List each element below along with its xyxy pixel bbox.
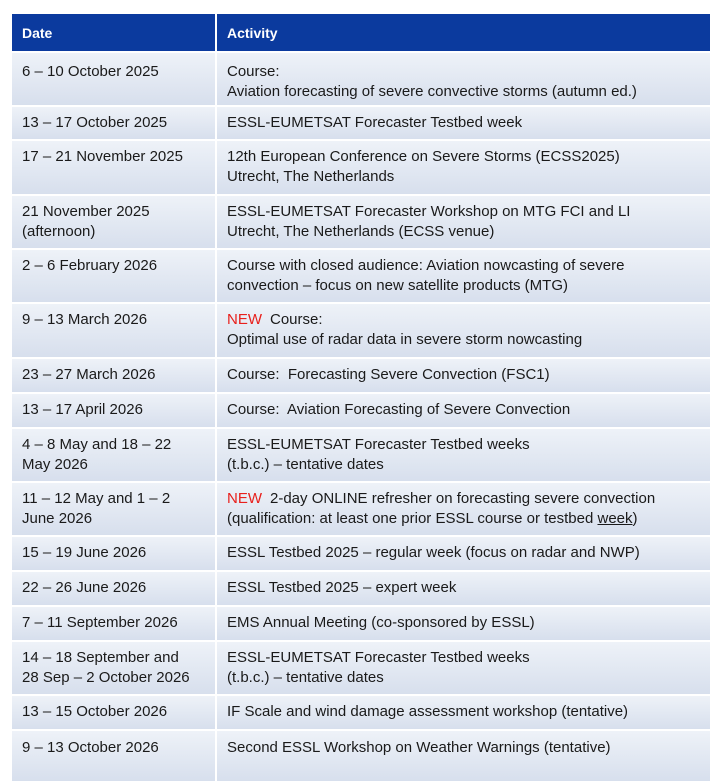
date-line: 9 – 13 October 2026 xyxy=(22,739,159,756)
row-activity xyxy=(215,394,710,427)
row-activity xyxy=(215,53,710,105)
date-line: 4 – 8 May and 18 – 22 xyxy=(22,436,172,453)
row-activity xyxy=(215,304,710,357)
table-row xyxy=(12,394,710,429)
activity-text: Course: xyxy=(270,311,323,328)
header-activity: Activity xyxy=(215,14,710,51)
activity-underlined-text: week xyxy=(597,510,633,527)
row-date xyxy=(12,537,215,570)
row-activity xyxy=(215,642,710,694)
row-activity xyxy=(215,537,710,570)
table-row xyxy=(12,607,710,642)
activity-line: ESSL Testbed 2025 – expert week xyxy=(227,579,457,596)
row-date xyxy=(12,696,215,729)
date-line: June 2026 xyxy=(22,510,93,527)
table-row xyxy=(12,483,710,537)
row-activity xyxy=(215,731,710,781)
table-row xyxy=(12,731,710,783)
row-date xyxy=(12,250,215,302)
date-line: 13 – 17 April 2026 xyxy=(22,401,143,418)
row-activity xyxy=(215,696,710,729)
row-activity xyxy=(215,196,710,248)
date-line: 22 – 26 June 2026 xyxy=(22,579,147,596)
row-date xyxy=(12,483,215,535)
row-activity xyxy=(215,141,710,194)
row-date xyxy=(12,429,215,481)
activity-line: Course: Forecasting Severe Convection (FSC1) xyxy=(227,366,550,383)
new-badge: NEW xyxy=(227,490,262,507)
activity-line: Course: Aviation Forecasting of Severe Convection xyxy=(227,401,571,418)
date-line: 9 – 13 March 2026 xyxy=(22,311,148,328)
table-row xyxy=(12,304,710,359)
activity-line: Aviation forecasting of severe convective storms (autumn ed.) xyxy=(227,83,637,100)
activity-line: Utrecht, The Netherlands xyxy=(227,168,395,185)
table-row xyxy=(12,642,710,696)
activity-line: (t.b.c.) – tentative dates xyxy=(227,456,384,473)
date-line: (afternoon) xyxy=(22,223,96,240)
row-date xyxy=(12,731,215,781)
activity-line: ESSL-EUMETSAT Forecaster Testbed week xyxy=(227,114,523,131)
activity-line: convection – focus on new satellite products (MTG) xyxy=(227,277,568,294)
row-date xyxy=(12,607,215,640)
row-date xyxy=(12,572,215,605)
row-activity xyxy=(215,483,710,535)
table-row xyxy=(12,537,710,572)
activity-text: ) xyxy=(632,510,638,527)
date-line: May 2026 xyxy=(22,456,88,473)
activity-line: Utrecht, The Netherlands (ECSS venue) xyxy=(227,223,495,240)
activity-text: 2-day ONLINE refresher on forecasting severe convection xyxy=(270,490,656,507)
header-date: Date xyxy=(12,14,215,51)
table-row xyxy=(12,107,710,141)
table-row xyxy=(12,429,710,483)
row-date xyxy=(12,196,215,248)
table-row xyxy=(12,572,710,607)
table-row xyxy=(12,53,710,107)
table-row xyxy=(12,196,710,250)
date-line: 7 – 11 September 2026 xyxy=(22,614,178,631)
row-activity xyxy=(215,607,710,640)
activity-line: Second ESSL Workshop on Weather Warnings (tentative) xyxy=(227,739,611,756)
activity-line xyxy=(227,509,700,529)
activity-line xyxy=(227,489,700,509)
activity-line: Course with closed audience: Aviation nowcasting of severe xyxy=(227,257,625,274)
activity-line: ESSL-EUMETSAT Forecaster Workshop on MTG FCI and LI xyxy=(227,203,631,220)
table-header xyxy=(12,14,710,53)
activity-line: EMS Annual Meeting (co-sponsored by ESSL) xyxy=(227,614,535,631)
row-date xyxy=(12,394,215,427)
date-line: 28 Sep – 2 October 2026 xyxy=(22,669,190,686)
row-date xyxy=(12,107,215,139)
activity-text: (qualification: at least one prior ESSL course or testbed xyxy=(227,510,598,527)
row-activity xyxy=(215,429,710,481)
activity-line: (t.b.c.) – tentative dates xyxy=(227,669,384,686)
activity-line: Optimal use of radar data in severe storm nowcasting xyxy=(227,331,583,348)
row-date xyxy=(12,304,215,357)
new-badge: NEW xyxy=(227,311,262,328)
row-date xyxy=(12,141,215,194)
date-line: 21 November 2025 xyxy=(22,203,150,220)
activity-line: Course: xyxy=(227,63,280,80)
table-row xyxy=(12,696,710,731)
row-activity xyxy=(215,250,710,302)
date-line: 13 – 17 October 2025 xyxy=(22,114,168,131)
activity-line xyxy=(227,310,700,330)
activity-line: IF Scale and wind damage assessment workshop (tentative) xyxy=(227,703,629,720)
date-line: 11 – 12 May and 1 – 2 xyxy=(22,490,171,507)
date-line: 2 – 6 February 2026 xyxy=(22,257,158,274)
row-date xyxy=(12,53,215,105)
row-activity xyxy=(215,572,710,605)
date-line: 6 – 10 October 2025 xyxy=(22,63,159,80)
row-date xyxy=(12,642,215,694)
activity-line: 12th European Conference on Severe Storms (ECSS2025) xyxy=(227,148,620,165)
events-table xyxy=(12,14,710,783)
table-row xyxy=(12,141,710,196)
date-line: 14 – 18 September and xyxy=(22,649,179,666)
table-row xyxy=(12,250,710,304)
date-line: 13 – 15 October 2026 xyxy=(22,703,168,720)
activity-line: ESSL-EUMETSAT Forecaster Testbed weeks xyxy=(227,436,530,453)
activity-line: ESSL-EUMETSAT Forecaster Testbed weeks xyxy=(227,649,530,666)
date-line: 15 – 19 June 2026 xyxy=(22,544,147,561)
table-row xyxy=(12,359,710,394)
date-line: 23 – 27 March 2026 xyxy=(22,366,156,383)
date-line: 17 – 21 November 2025 xyxy=(22,148,183,165)
row-activity xyxy=(215,359,710,392)
row-date xyxy=(12,359,215,392)
row-activity xyxy=(215,107,710,139)
activity-line: ESSL Testbed 2025 – regular week (focus on radar and NWP) xyxy=(227,544,640,561)
